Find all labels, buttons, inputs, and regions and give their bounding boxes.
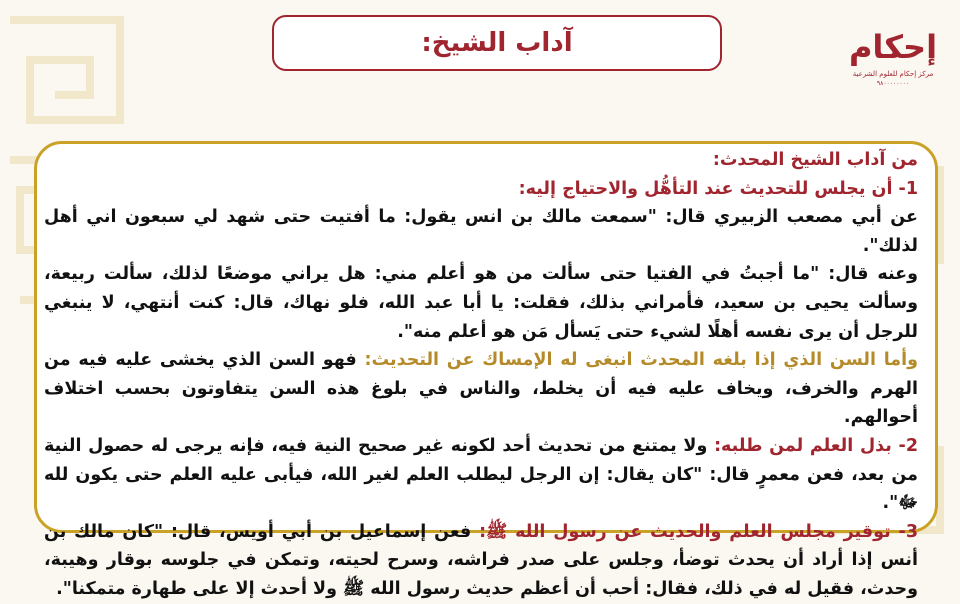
paragraph-1: عن أبي مصعب الزبيري قال: "سمعت مالك بن انس يقول: ما أفتيت حتى شهد لي سبعون اني أهل لذلك". bbox=[44, 207, 918, 256]
age-heading: وأما السن الذي إذا بلغه المحدث انبغى له الإمساك عن التحديث: bbox=[364, 350, 918, 371]
point3-paragraph bbox=[44, 518, 918, 604]
point2-paragraph bbox=[44, 432, 918, 518]
intro-heading: من آداب الشيخ المحدث: bbox=[712, 150, 918, 170]
point3-text: فعن إسماعيل بن أبي أويس، قال: "كان مالك بن أنس إذا أراد أن يحدث توضأ، وجلس على صدر فراشه، وسرح لحيته، وتمكن في جلوسه بوقار وهيبة، وحدث، فقيل له في ذلك، فقال: أحب أن أعظم حديث رسول الله ﷺ ولا أحدث إلا على طهارة متمكنا". bbox=[44, 521, 918, 599]
ihkam-logo bbox=[848, 22, 938, 94]
point2-heading: 2- بذل العلم لمن طلبه: bbox=[714, 435, 918, 456]
point1-heading: 1- أن يجلس للتحديث عند التأهُّل والاحتياج إليه: bbox=[518, 178, 918, 199]
paragraph-2: وعنه قال: "ما أجبتُ في الفتيا حتى سألت من هو أعلم مني: هل يراني موضعًا لذلك، سألت ربيعة، وسألت يحيى بن سعيد، فأمراني بذلك، فقلت: يا أبا عبد الله، فلو نهاك، قال: كنت أنتهي، لا ينبغي للرجل أن يرى نفسه أهلًا لشيء حتى يَسأل مَن هو أعلم منه". bbox=[44, 264, 918, 342]
logo-wordmark: إحكام bbox=[848, 28, 938, 66]
age-paragraph bbox=[44, 346, 918, 432]
logo-subtitle: مركز إحكام للعلوم الشرعية bbox=[852, 70, 934, 78]
page-title: آداب الشيخ: bbox=[421, 28, 573, 58]
title-banner bbox=[272, 15, 722, 71]
content-text bbox=[44, 146, 918, 604]
point2-text: ولا يمتنع من تحديث أحد لكونه غير صحيح النية فيه، فإنه يرجى له حصول النية من بعد، فعن معمرٍ قال: "كان يقال: إن الرجل ليطلب العلم لغير الله، فيأبى عليه العلم حتى يكون لله ﷻ". bbox=[44, 435, 918, 514]
age-text: فهو السن الذي يخشى عليه فيه من الهرم والخرف، ويخاف عليه فيه أن يخلط، والناس في بلوغ هذه السن يتفاوتون بحسب اختلاف أحوالهم. bbox=[44, 350, 918, 428]
logo-number: ٩٨٠٠٠٠٠٠٠٠ bbox=[876, 80, 910, 87]
point3-heading: 3- توقير مجلس العلم والحديث عن رسول الله ﷺ: bbox=[479, 521, 918, 542]
